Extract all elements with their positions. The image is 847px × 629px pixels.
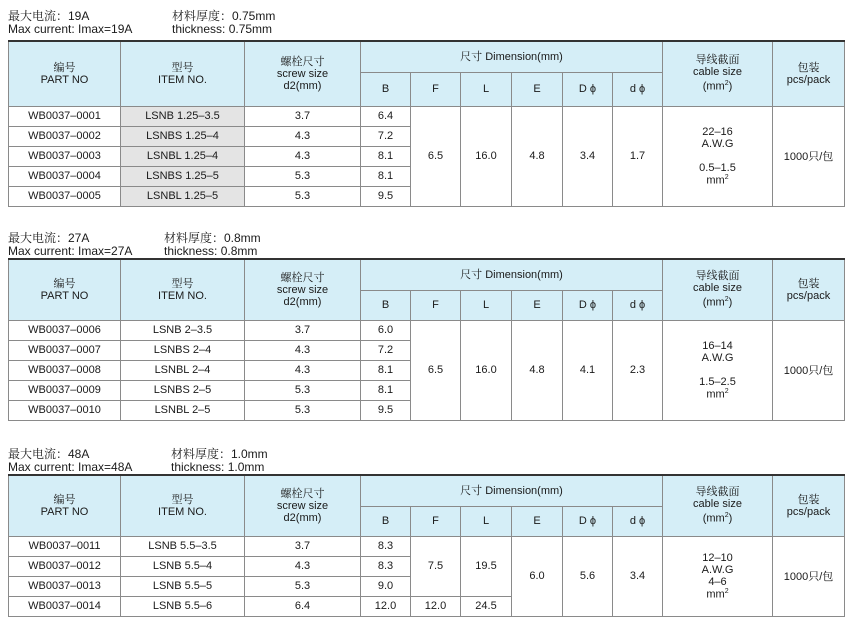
- dim-e-header: E: [512, 72, 563, 106]
- dim-d-header: d ϕ: [613, 72, 663, 106]
- dim-b-header: B: [361, 290, 411, 320]
- dim-b-header: B: [361, 72, 411, 106]
- cable-size-header: 导线截面 cable size $(mm^2)$: [663, 259, 773, 320]
- spec-table-3: [8, 474, 845, 617]
- table-row: WB0037–0007 LSNBS 2–4 4.3 7.2: [9, 340, 845, 360]
- dim-l-header: L: [461, 72, 512, 106]
- cable-size-cell: 16–14 A.W.G 1.5–2.5 $mm^2$: [663, 320, 773, 420]
- table-row: WB0037–0001 LSNB 1.25–3.5 3.7 6.4 6.5 16.0 4.8 3.4 1.7 22–16 A.W.G 0.5–1.5 $mm^2$ 1000只/包: [9, 106, 845, 126]
- dim-dd-header: D ϕ: [563, 506, 613, 536]
- dim-l-header: L: [461, 506, 512, 536]
- pack-cell: 1000只/包: [773, 106, 845, 206]
- dim-f-header: F: [411, 72, 461, 106]
- dimension-header: 尺寸 Dimension(mm): [361, 41, 663, 72]
- table-row: WB0037–0010 LSNBL 2–5 5.3 9.5: [9, 400, 845, 420]
- pack-cell: 1000只/包: [773, 536, 845, 616]
- pack-header: 包装 pcs/pack: [773, 41, 845, 106]
- cable-size-header: 导线截面 cable size $(mm^2)$: [663, 41, 773, 106]
- cable-size-cell: 22–16 A.W.G 0.5–1.5 $mm^2$: [663, 106, 773, 206]
- item-no-header: 型号 ITEM NO.: [121, 475, 245, 536]
- max-current-cn: 最大电流：27A: [8, 231, 90, 245]
- cable-size-cell: 12–10 A.W.G 4–6 $mm^2$: [663, 536, 773, 616]
- dim-dd-header: D ϕ: [563, 290, 613, 320]
- spec-table-1: [8, 40, 845, 207]
- thickness-cn: 材料厚度：1.0mm: [171, 447, 268, 461]
- dim-dd-header: D ϕ: [563, 72, 613, 106]
- screw-size-header: 螺栓尺寸 screw size d2(mm): [245, 475, 361, 536]
- thickness-en: thickness: 0.75mm: [172, 22, 273, 36]
- screw-size-header: 螺栓尺寸 screw size d2(mm): [245, 259, 361, 320]
- table-row: WB0037–0003 LSNBL 1.25–4 4.3 8.1: [9, 146, 845, 166]
- dim-f-header: F: [411, 506, 461, 536]
- max-current-en: Max current: Imax=19A: [8, 22, 133, 36]
- item-no-header: 型号 ITEM NO.: [121, 259, 245, 320]
- thickness-en: thickness: 1.0mm: [171, 460, 265, 474]
- dim-l-header: L: [461, 290, 512, 320]
- table-row: WB0037–0009 LSNBS 2–5 5.3 8.1: [9, 380, 845, 400]
- table-row: WB0037–0012 LSNB 5.5–4 4.3 8.3: [9, 556, 845, 576]
- thickness-cn: 材料厚度：0.75mm: [172, 9, 276, 23]
- dimension-header: 尺寸 Dimension(mm): [361, 475, 663, 506]
- dim-e-header: E: [512, 290, 563, 320]
- thickness-en: thickness: 0.8mm: [164, 244, 258, 258]
- dim-d-header: d ϕ: [613, 290, 663, 320]
- table-row: WB0037–0014 LSNB 5.5–6 6.4 12.0 12.0 24.5: [9, 596, 845, 616]
- table-row: WB0037–0006 LSNB 2–3.5 3.7 6.0 6.5 16.0 4.8 4.1 2.3 16–14 A.W.G 1.5–2.5 $mm^2$ 1000只/包: [9, 320, 845, 340]
- table-row: WB0037–0005 LSNBL 1.25–5 5.3 9.5: [9, 186, 845, 206]
- dim-f-header: F: [411, 290, 461, 320]
- max-current-en: Max current: Imax=27A: [8, 244, 133, 258]
- item-no-header: 型号 ITEM NO.: [121, 41, 245, 106]
- part-no-header: 编号 PART NO: [9, 41, 121, 106]
- table-row: WB0037–0011 LSNB 5.5–3.5 3.7 8.3 7.5 19.5 6.0 5.6 3.4 12–10 A.W.G 4–6 $mm^2$ 1000只/包: [9, 536, 845, 556]
- dim-d-header: d ϕ: [613, 506, 663, 536]
- spec-table-2: [8, 258, 845, 421]
- screw-size-header: 螺栓尺寸 screw size d2(mm): [245, 41, 361, 106]
- max-current-cn: 最大电流：48A: [8, 447, 90, 461]
- max-current-en: Max current: Imax=48A: [8, 460, 133, 474]
- pack-cell: 1000只/包: [773, 320, 845, 420]
- part-no-header: 编号 PART NO: [9, 475, 121, 536]
- dim-e-header: E: [512, 506, 563, 536]
- pack-header: 包装 pcs/pack: [773, 475, 845, 536]
- dimension-header: 尺寸 Dimension(mm): [361, 259, 663, 290]
- part-no-header: 编号 PART NO: [9, 259, 121, 320]
- dim-b-header: B: [361, 506, 411, 536]
- thickness-cn: 材料厚度：0.8mm: [164, 231, 261, 245]
- table-row: WB0037–0008 LSNBL 2–4 4.3 8.1: [9, 360, 845, 380]
- table-row: WB0037–0013 LSNB 5.5–5 5.3 9.0: [9, 576, 845, 596]
- max-current-cn: 最大电流：19A: [8, 9, 90, 23]
- table-row: WB0037–0004 LSNBS 1.25–5 5.3 8.1: [9, 166, 845, 186]
- cable-size-header: 导线截面 cable size $(mm^2)$: [663, 475, 773, 536]
- pack-header: 包装 pcs/pack: [773, 259, 845, 320]
- table-row: WB0037–0002 LSNBS 1.25–4 4.3 7.2: [9, 126, 845, 146]
